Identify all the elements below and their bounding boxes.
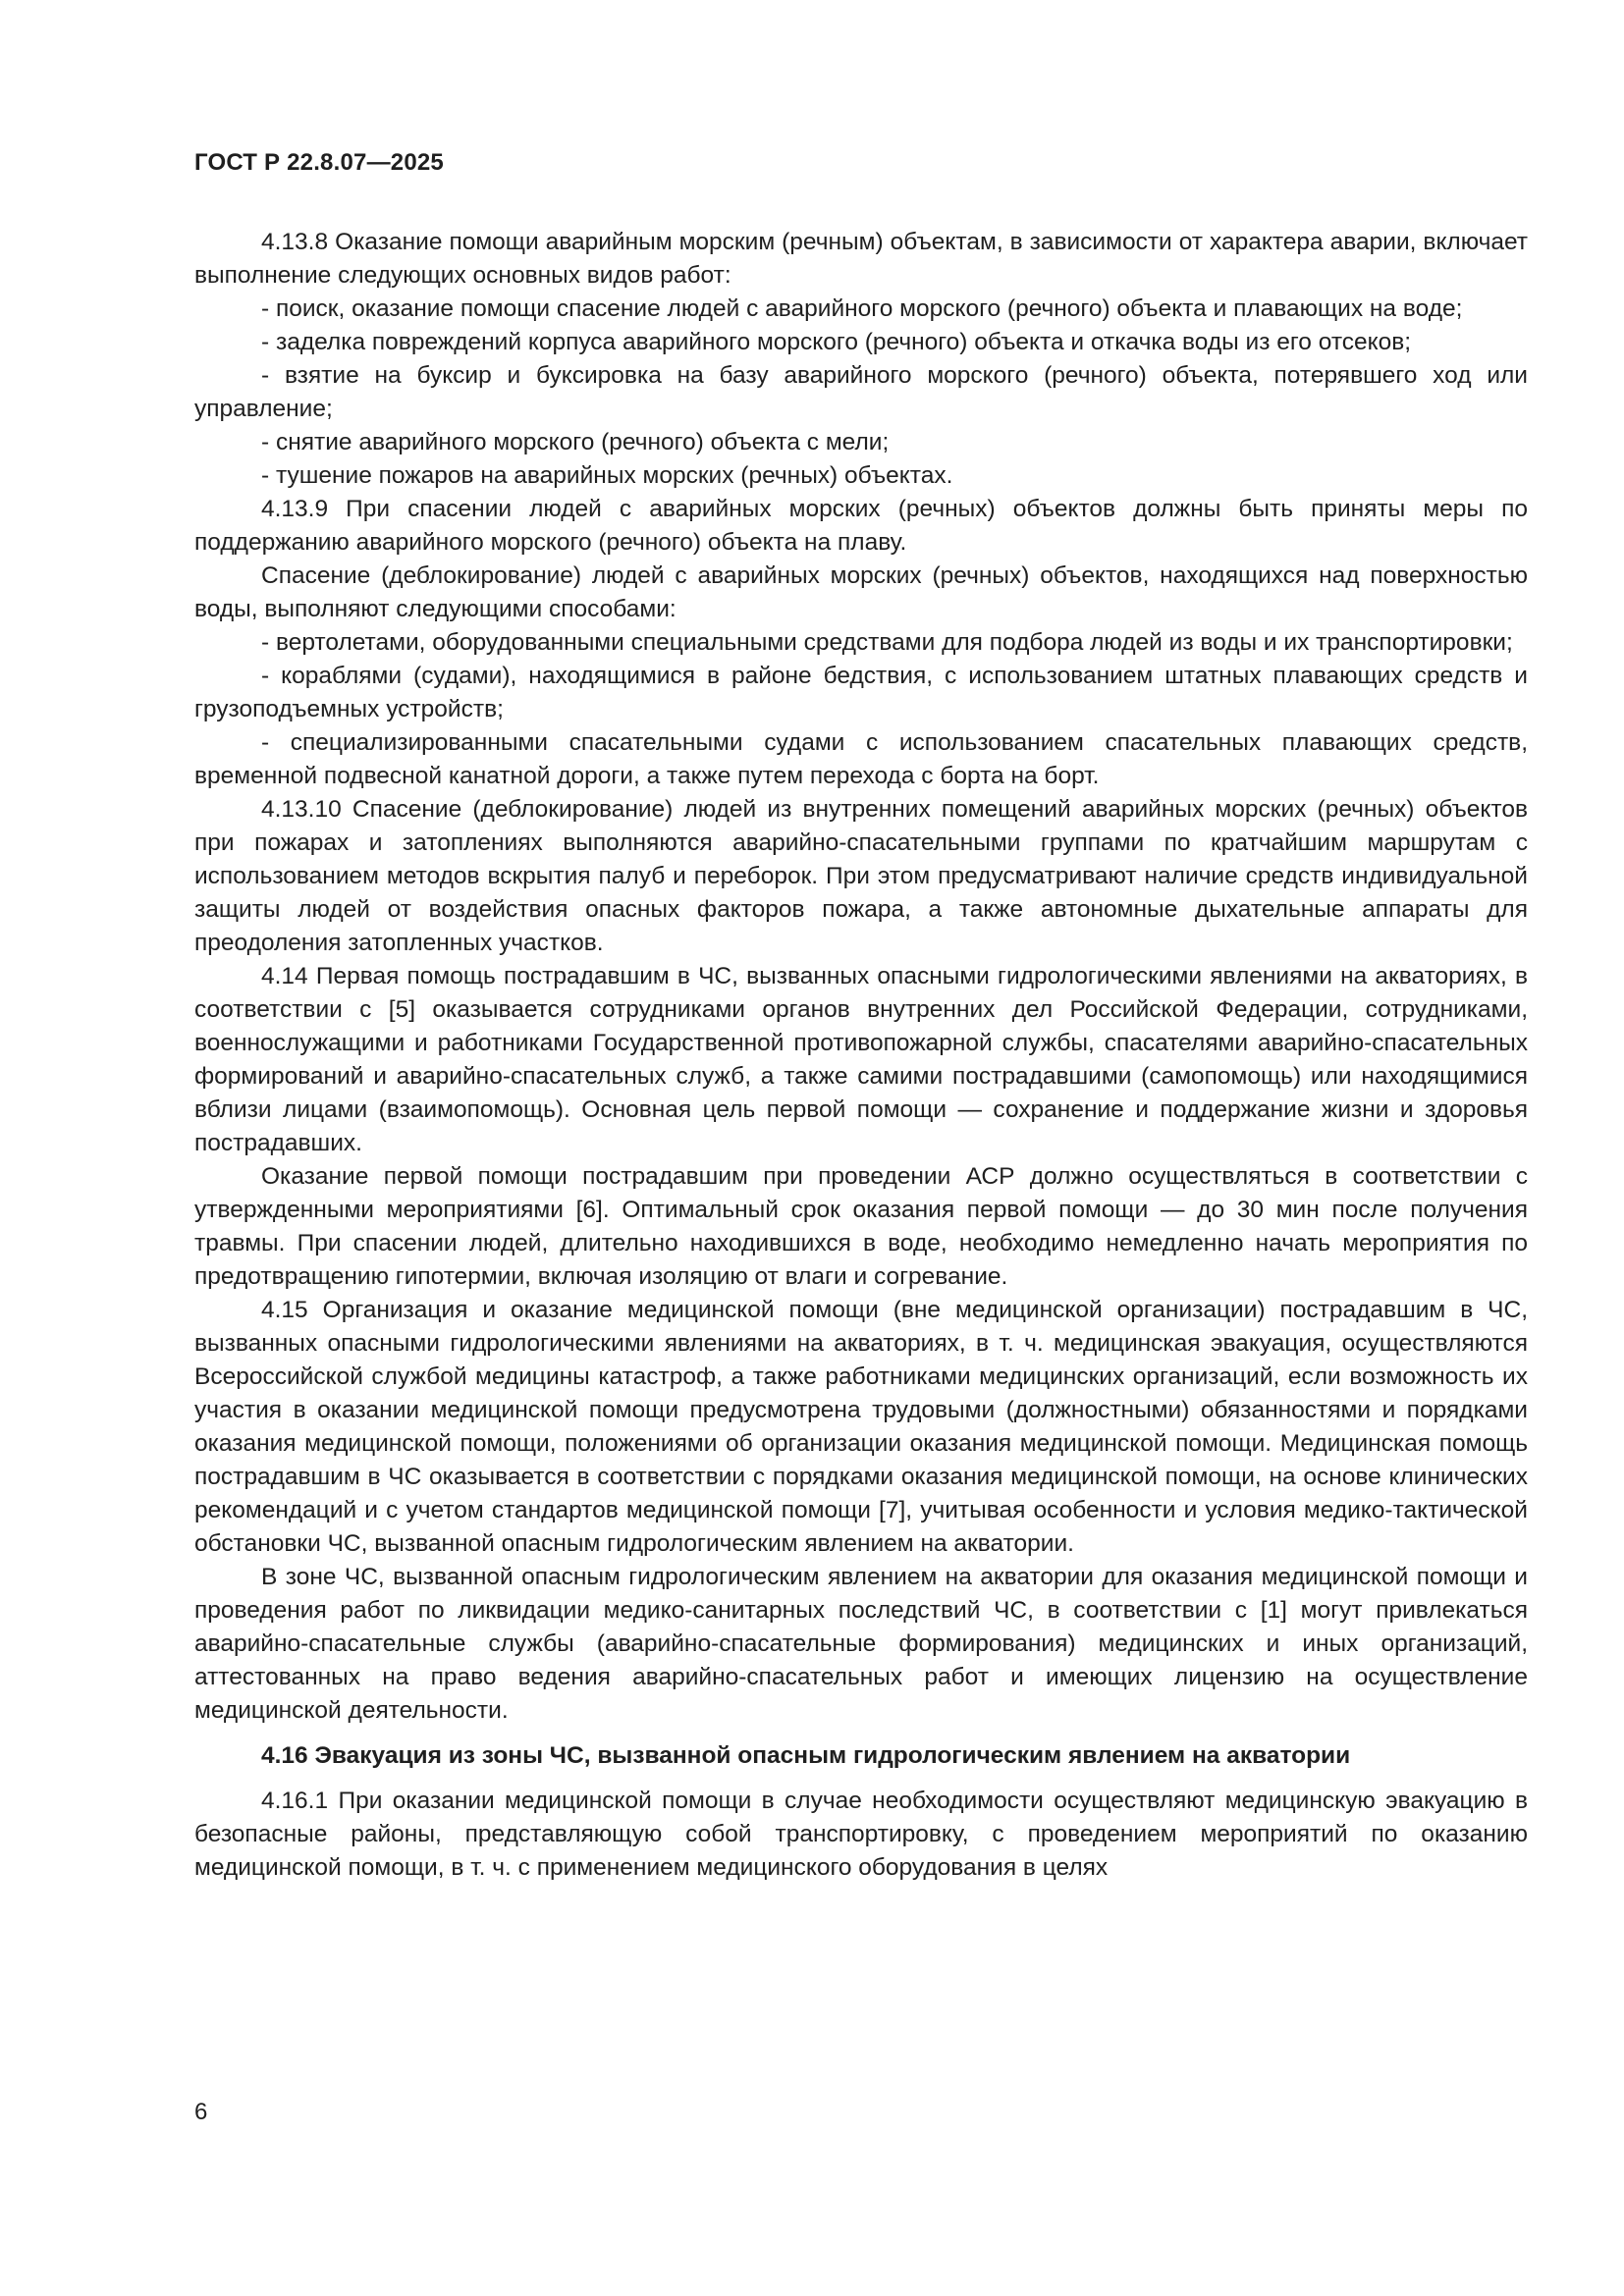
list-item: - специализированными спасательными судами с использованием спасательных плавающих средств, временной подвесной канатной дороги, а также путем перехода с борта на борт.	[194, 729, 1528, 789]
paragraph: 4.14 Первая помощь пострадавшим в ЧС, вызванных опасными гидрологическими явлениями на акваториях, в соответствии с [5] оказывается сотрудниками органов внутренних дел Российской Федерации, сотрудниками, военнослужащими и работниками Государственной противопожарной службы, спасателями аварийно-спасательных формирований и аварийно-спасательных служб, а также самими пострадавшими (самопомощь) или находящимися вблизи лицами (взаимопомощь). Основная цель первой помощи — сохранение и поддержание жизни и здоровья пострадавших.	[194, 963, 1528, 1156]
list-item: - взятие на буксир и буксировка на базу аварийного морского (речного) объекта, потерявшего ход или управление;	[194, 362, 1528, 422]
standard-code-header: ГОСТ Р 22.8.07—2025	[194, 149, 444, 176]
list-item: - кораблями (судами), находящимися в районе бедствия, с использованием штатных плавающих средств и грузоподъемных устройств;	[194, 663, 1528, 722]
paragraph: 4.15 Организация и оказание медицинской помощи (вне медицинской организации) пострадавшим в ЧС, вызванных опасными гидрологическими явлениями на акваториях, в т. ч. медицинская эвакуация, осуществляются Всероссийской службой медицины катастроф, а также работниками медицинских организаций, если возможность их участия в оказании медицинской помощи предусмотрена трудовыми (должностными) обязанностями и порядками оказания медицинской помощи, положениями об организации оказания медицинской помощи. Медицинская помощь пострадавшим в ЧС оказывается в соответствии с порядками оказания медицинской помощи, на основе клинических рекомендаций и с учетом стандартов медицинской помощи [7], учитывая особенности и условия медико-тактической обстановки ЧС, вызванной опасным гидрологическим явлением на акватории.	[194, 1297, 1528, 1557]
list-item: - поиск, оказание помощи спасение людей с аварийного морского (речного) объекта и плавающих на воде;	[261, 295, 1463, 322]
list-item: - вертолетами, оборудованными специальными средствами для подбора людей из воды и их транспортировки;	[261, 629, 1513, 656]
page-number: 6	[194, 2099, 208, 2125]
paragraph: В зоне ЧС, вызванной опасным гидрологическим явлением на акватории для оказания медицинской помощи и проведения работ по ликвидации медико-санитарных последствий ЧС, в соответствии с [1] могут привлекаться аварийно-спасательные службы (аварийно-спасательные формирования) медицинских и иных организаций, аттестованных на право ведения аварийно-спасательных работ и имеющих лицензию на осуществление медицинской деятельности.	[194, 1564, 1528, 1724]
paragraph: Спасение (деблокирование) людей с аварийных морских (речных) объектов, находящихся над поверхностью воды, выполняют следующими способами:	[194, 562, 1528, 622]
list-item: - снятие аварийного морского (речного) объекта с мели;	[261, 429, 890, 455]
document-body	[194, 226, 1528, 1885]
paragraph: 4.13.10 Спасение (деблокирование) людей из внутренних помещений аварийных морских (речных) объектов при пожарах и затоплениях выполняются аварийно-спасательными группами по кратчайшим маршрутам с использованием методов вскрытия палуб и переборок. При этом предусматривают наличие средств индивидуальной защиты людей от воздействия опасных факторов пожара, а также автономные дыхательные аппараты для преодоления затопленных участков.	[194, 796, 1528, 956]
list-item: - заделка повреждений корпуса аварийного морского (речного) объекта и откачка воды из его отсеков;	[261, 329, 1412, 355]
paragraph: 4.16.1 При оказании медицинской помощи в случае необходимости осуществляют медицинскую эвакуацию в безопасные районы, представляющую собой транспортировку, с проведением мероприятий по оказанию медицинской помощи, в т. ч. с применением медицинского оборудования в целях	[194, 1788, 1528, 1881]
section-heading: 4.16 Эвакуация из зоны ЧС, вызванной опасным гидрологическим явлением на акватории	[261, 1742, 1351, 1769]
paragraph: 4.13.9 При спасении людей с аварийных морских (речных) объектов должны быть приняты меры по поддержанию аварийного морского (речного) объекта на плаву.	[194, 496, 1528, 556]
paragraph: 4.13.8 Оказание помощи аварийным морским (речным) объектам, в зависимости от характера аварии, включает выполнение следующих основных видов работ:	[194, 229, 1528, 289]
list-item: - тушение пожаров на аварийных морских (речных) объектах.	[261, 462, 953, 489]
paragraph: Оказание первой помощи пострадавшим при проведении АСР должно осуществляться в соответствии с утвержденными мероприятиями [6]. Оптимальный срок оказания первой помощи — до 30 мин после получения травмы. При спасении людей, длительно находившихся в воде, необходимо немедленно начать мероприятия по предотвращению гипотермии, включая изоляцию от влаги и согревание.	[194, 1163, 1528, 1290]
